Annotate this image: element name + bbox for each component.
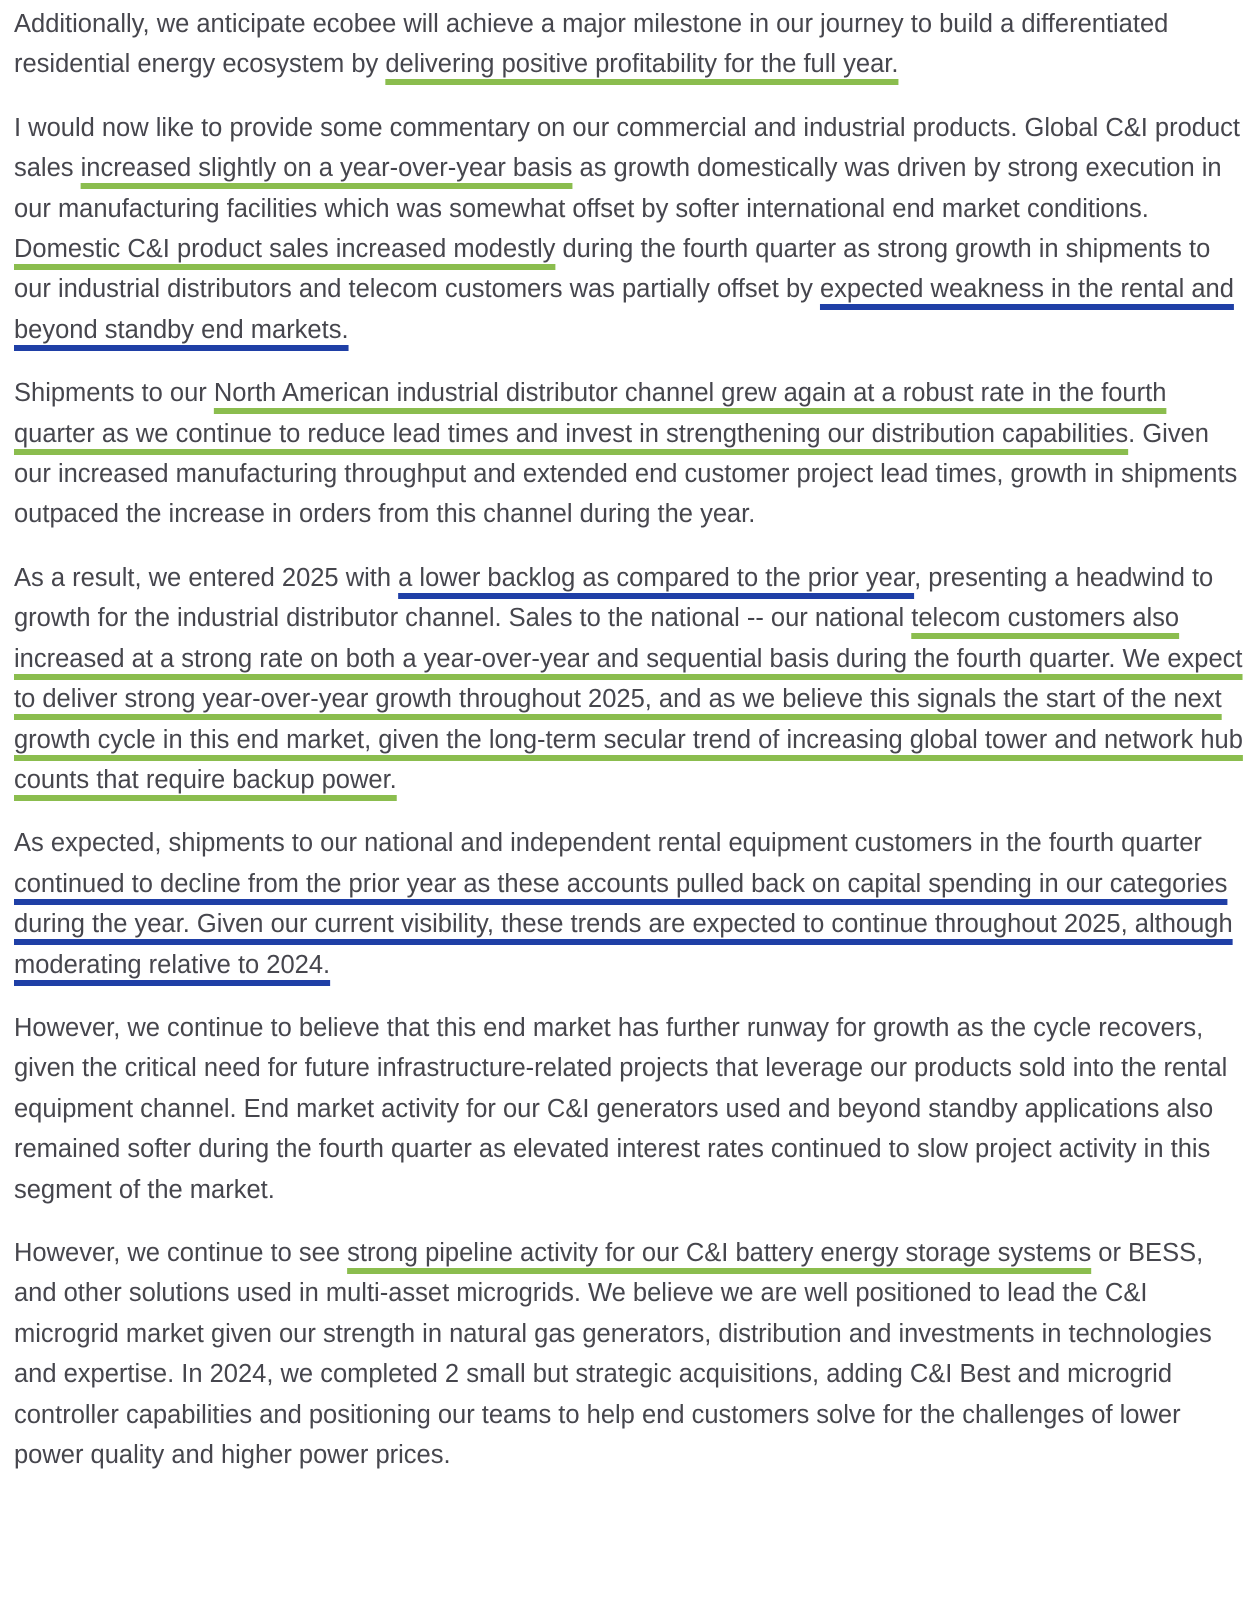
blue-highlight: expected weakness in the rental and beyond standby end markets. [14, 275, 1234, 344]
green-highlight: telecom customers also increased at a strong rate on both a year-over-year and sequential basis during the fourth quarter. We expect to deliver strong year-over-year growth throughout 2025, and as we believe this signals the start of the next growth cycle in this end market, given the long-term secular trend of increasing global tower and network hub counts that require backup power. [14, 604, 1243, 794]
text-segment: I would now like to provide some commentary on our commercial and industrial products. Global C&I product sales [14, 113, 1240, 183]
text-segment: . Given our increased manufacturing throughput and extended end customer project lead times, growth in shipments outpaced the increase in orders from this channel during the year. [14, 419, 1238, 529]
green-highlight: increased slightly on a year-over-year basis [80, 154, 573, 183]
green-highlight: Domestic C&I product sales increased modestly [14, 235, 556, 264]
text-segment: As expected, shipments to our national and independent rental equipment customers in the fourth quarter [14, 829, 1202, 858]
paragraph-7 [14, 1233, 1246, 1475]
text-segment: , presenting a headwind to growth for the industrial distributor channel. Sales to the national -- our national [14, 563, 1214, 633]
text-segment: As a result, we entered 2025 with [14, 563, 399, 592]
green-highlight: delivering positive profitability for the full year. [385, 50, 899, 79]
paragraph-6 [14, 1008, 1246, 1210]
text-segment: Shipments to our [14, 379, 214, 408]
paragraph-4 [14, 558, 1246, 800]
text-segment: Additionally, we anticipate ecobee will achieve a major milestone in our journey to build a differentiated residential energy ecosystem by [14, 10, 1169, 79]
green-highlight: strong pipeline activity for our C&I battery energy storage systems [347, 1238, 1092, 1267]
blue-highlight: continued to decline from the prior year as these accounts pulled back on capital spending in our categories during the year. Given our current visibility, these trends are expected to continue throughout 2025, although moderating relative to 2024. [14, 869, 1233, 979]
blue-highlight: a lower backlog as compared to the prior year [398, 563, 915, 592]
paragraph-1 [14, 4, 1246, 85]
paragraph-3 [14, 373, 1246, 535]
text-segment: However, we continue to believe that this end market has further runway for growth as the cycle recovers, given the critical need for future infrastructure-related projects that leverage our products sold into the rental equipment channel. End market activity for our C&I generators used and beyond standby applications also remained softer during the fourth quarter as elevated interest rates continued to slow project activity in this segment of the market. [14, 1013, 1228, 1204]
text-segment: as growth domestically was driven by strong execution in our manufacturing facilities which was somewhat offset by softer international end market conditions. [14, 154, 1222, 223]
paragraph-2 [14, 108, 1246, 350]
text-segment: or BESS, and other solutions used in multi-asset microgrids. We believe we are well positioned to lead the C&I microgrid market given our strength in natural gas generators, distribution and investments in technologies and expertise. In 2024, we completed 2 small but strategic acquisitions, adding C&I Best and microgrid controller capabilities and positioning our teams to help end customers solve for the challenges of lower power quality and higher power prices. [14, 1238, 1212, 1469]
text-segment: However, we continue to see [14, 1238, 348, 1267]
paragraph-5 [14, 823, 1246, 985]
text-segment: during the fourth quarter as strong growth in shipments to our industrial distributors and telecom customers was partially offset by [14, 235, 1211, 304]
green-highlight: North American industrial distributor channel grew again at a robust rate in the fourth quarter as we continue to reduce lead times and invest in strengthening our distribution capabilities [14, 379, 1167, 448]
